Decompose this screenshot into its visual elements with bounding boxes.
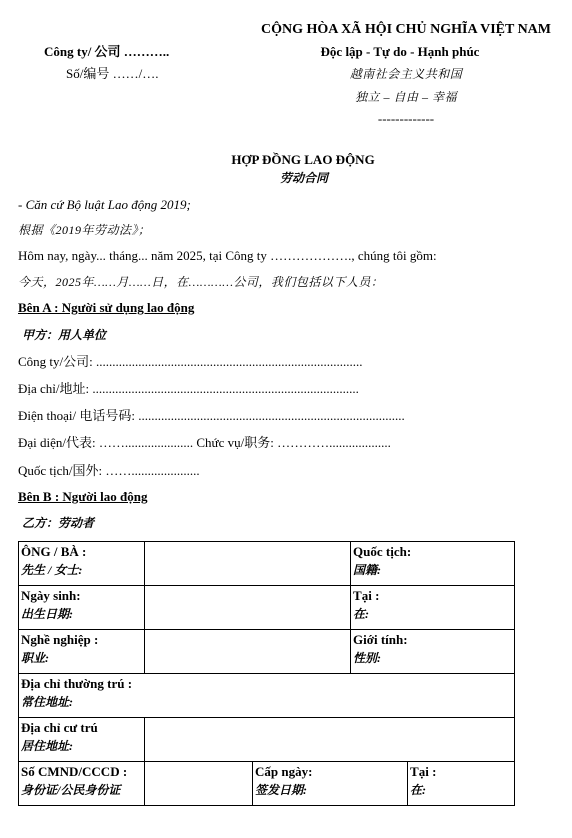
occupation-label: Nghề nghiệp : (21, 632, 99, 647)
permanent-address-label-cn: 常住地址: (21, 695, 73, 709)
issue-place-cell[interactable] (408, 762, 515, 806)
residence-label-cell (19, 718, 145, 762)
contract-date-line-cn: 今天，2025年……月……日，在…………公司，我们包括以下人员： (18, 275, 384, 289)
table-row (19, 674, 515, 718)
party-a-representative-field: Đại diện/代表: ……..................... Chức vụ/职务: …………................... (18, 435, 391, 450)
table-row (19, 586, 515, 630)
name-label-cell (19, 542, 145, 586)
national-motto: Độc lập - Tự do - Hạnh phúc (320, 44, 480, 59)
gender-label-cn: 性别: (353, 651, 382, 665)
legal-basis: - Căn cứ Bộ luật Lao động 2019; (18, 197, 191, 212)
party-a-company-field: Công ty/公司: .................................................................................. (18, 354, 363, 369)
id-number-label: Số CMND/CCCD : (21, 764, 128, 779)
id-number-label-cell (19, 762, 145, 806)
legal-basis-cn: 根据《2019年劳动法》； (18, 223, 151, 237)
company-header-label: Công ty/ 公司 ……….. (44, 44, 170, 59)
residence-label-cn: 居住地址: (21, 739, 73, 753)
residence-value-cell[interactable] (145, 718, 515, 762)
gender-cell[interactable] (351, 630, 515, 674)
national-motto-cn: 独立 – 自由 – 幸福 (354, 90, 458, 104)
residence-label: Địa chỉ cư trú (21, 720, 98, 735)
dob-label-cell (19, 586, 145, 630)
country-name-cn: 越南社会主义共和国 (349, 67, 463, 81)
id-number-label-cn: 身份证/公民身份证 (21, 783, 121, 797)
issue-date-cell[interactable] (253, 762, 408, 806)
nationality-cell[interactable] (351, 542, 515, 586)
contract-date-line: Hôm nay, ngày... tháng... năm 2025, tại Công ty ………………., chúng tôi gồm: (18, 248, 437, 263)
table-row (19, 718, 515, 762)
table-row (19, 542, 515, 586)
header-divider: ------------- (377, 111, 435, 126)
name-label-cn: 先生 / 女士: (21, 563, 83, 577)
issue-date-label: Cấp ngày: (255, 764, 313, 779)
party-a-address-field: Địa chỉ/地址: .................................................................................. (18, 381, 359, 396)
employee-info-table (18, 541, 515, 806)
nationality-label: Quốc tịch: (353, 544, 412, 559)
dob-value-cell[interactable] (145, 586, 351, 630)
document-title-cn: 劳动合同 (279, 171, 329, 185)
permanent-address-label: Địa chỉ thường trú : (21, 676, 133, 691)
permanent-address-cell[interactable] (19, 674, 515, 718)
name-label: ÔNG / BÀ : (21, 544, 87, 559)
occupation-label-cell (19, 630, 145, 674)
dob-label: Ngày sinh: (21, 588, 81, 603)
issue-place-label-cn: 在: (410, 783, 427, 797)
party-a-heading: Bên A : Người sử dụng lao động (18, 300, 195, 315)
document-number: Số/编号 ……/…. (66, 66, 159, 81)
gender-label: Giới tính: (353, 632, 408, 647)
table-row (19, 762, 515, 806)
party-a-nationality-field: Quốc tịch/国外: ……..................... (18, 463, 200, 478)
party-b-heading: Bên B : Người lao động (18, 489, 148, 504)
dob-label-cn: 出生日期: (21, 607, 73, 621)
issue-place-label: Tại : (410, 764, 437, 779)
country-name: CỘNG HÒA XÃ HỘI CHỦ NGHĨA VIỆT NAM (260, 22, 552, 37)
table-row (19, 630, 515, 674)
name-value-cell[interactable] (145, 542, 351, 586)
birthplace-label-cn: 在: (353, 607, 370, 621)
document-title: HỢP ĐỒNG LAO ĐỘNG (231, 152, 375, 167)
birthplace-cell[interactable] (351, 586, 515, 630)
occupation-value-cell[interactable] (145, 630, 351, 674)
nationality-label-cn: 国籍: (353, 563, 382, 577)
id-number-value-cell[interactable] (145, 762, 253, 806)
issue-date-label-cn: 签发日期: (255, 783, 307, 797)
party-a-phone-field: Điện thoại/ 电话号码: .................................................................................. (18, 408, 405, 423)
party-b-heading-cn: 乙方：劳动者 (22, 516, 95, 530)
party-a-heading-cn: 甲方：用人单位 (22, 328, 107, 342)
birthplace-label: Tại : (353, 588, 380, 603)
occupation-label-cn: 职业: (21, 651, 49, 665)
